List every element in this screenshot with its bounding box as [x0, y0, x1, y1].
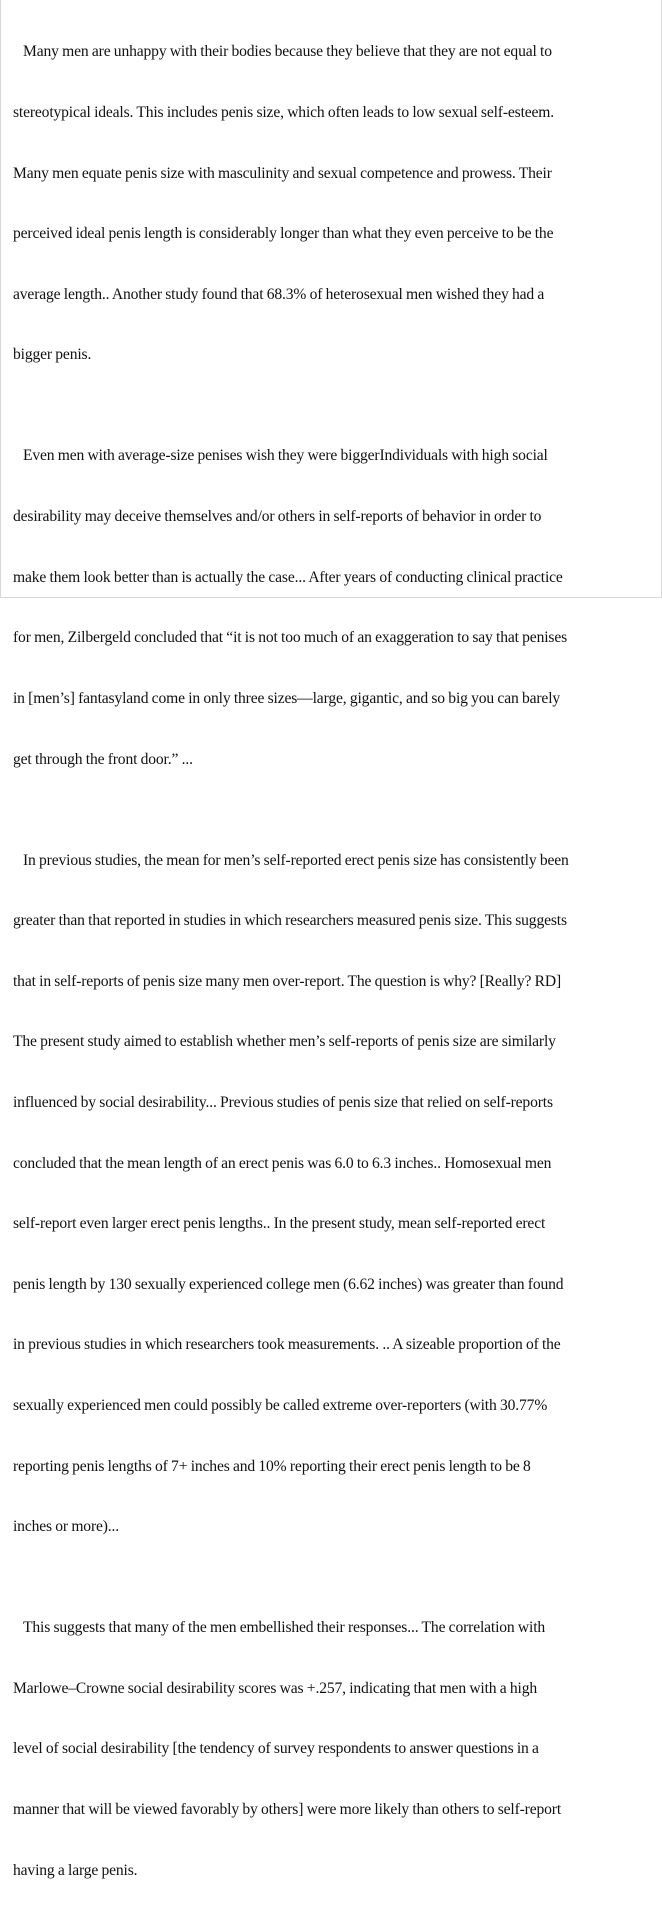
paragraph-line: that in self-reports of penis size many men over-report. The question is why? [Really? RD]	[13, 972, 562, 990]
paragraph-line: Marlowe–Crowne social desirability scores was +.257, indicating that men with a high	[13, 1679, 538, 1697]
paragraph-line: reporting penis lengths of 7+ inches and 10% reporting their erect penis length to be 8	[13, 1457, 531, 1475]
paragraph-line: The present study aimed to establish whether men’s self-reports of penis size are similarly	[13, 1033, 556, 1051]
paragraph-2	[3, 406, 661, 810]
paragraph-line: greater than that reported in studies in which researchers measured penis size. This suggests	[13, 912, 567, 930]
paragraph-line: This suggests that many of the men embellished their responses... The correlation with	[23, 1619, 546, 1637]
paragraph-line: having a large penis.	[13, 1861, 138, 1879]
paragraph-line: make them look better than is actually the case... After years of conducting clinical practice	[13, 568, 563, 586]
paragraph-line: in previous studies in which researchers took measurements. .. A sizeable proportion of the	[13, 1336, 561, 1354]
paragraph-line: In previous studies, the mean for men’s self-reported erect penis size has consistently been	[23, 851, 569, 869]
paragraph-line: self-report even larger erect penis lengths.. In the present study, mean self-reported erect	[13, 1215, 546, 1233]
paragraph-line: in [men’s] fantasyland come in only three sizes—large, gigantic, and so big you can barely	[13, 689, 561, 707]
paragraph-line: perceived ideal penis length is considerably longer than what they even perceive to be the	[13, 225, 554, 243]
paragraph-line: Many men are unhappy with their bodies because they believe that they are not equal to	[23, 43, 552, 61]
paragraph-line: manner that will be viewed favorably by others] were more likely than others to self-report	[13, 1801, 561, 1819]
paragraph-line: penis length by 130 sexually experienced college men (6.62 inches) was greater than found	[13, 1275, 564, 1293]
paragraph-line: get through the front door.” ...	[13, 750, 193, 768]
paragraph-3	[3, 810, 661, 1578]
paragraph-line: Even men with average-size penises wish they were biggerIndividuals with high social	[23, 447, 548, 465]
paragraph-line: average length.. Another study found that 68.3% of heterosexual men wished they had a	[13, 285, 545, 303]
paragraph-line: sexually experienced men could possibly be called extreme over-reporters (with 30.77%	[13, 1397, 548, 1415]
paragraph-line: inches or more)...	[13, 1518, 120, 1536]
paragraph-line: Many men equate penis size with masculinity and sexual competence and prowess. Their	[13, 164, 552, 182]
document-body	[3, 2, 661, 1921]
paragraph-4	[3, 1578, 661, 1921]
paragraph-line: bigger penis.	[13, 346, 92, 364]
paragraph-1	[3, 2, 661, 406]
paragraph-line: desirability may deceive themselves and/or others in self-reports of behavior in order to	[13, 508, 542, 526]
paragraph-line: concluded that the mean length of an erect penis was 6.0 to 6.3 inches.. Homosexual men	[13, 1154, 552, 1172]
paragraph-line: stereotypical ideals. This includes penis size, which often leads to low sexual self-esteem.	[13, 104, 555, 122]
paragraph-line: for men, Zilbergeld concluded that “it is not too much of an exaggeration to say that penises	[13, 629, 568, 647]
paragraph-line: influenced by social desirability... Previous studies of penis size that relied on self-reports	[13, 1093, 553, 1111]
paragraph-line: level of social desirability [the tendency of survey respondents to answer questions in a	[13, 1740, 539, 1758]
